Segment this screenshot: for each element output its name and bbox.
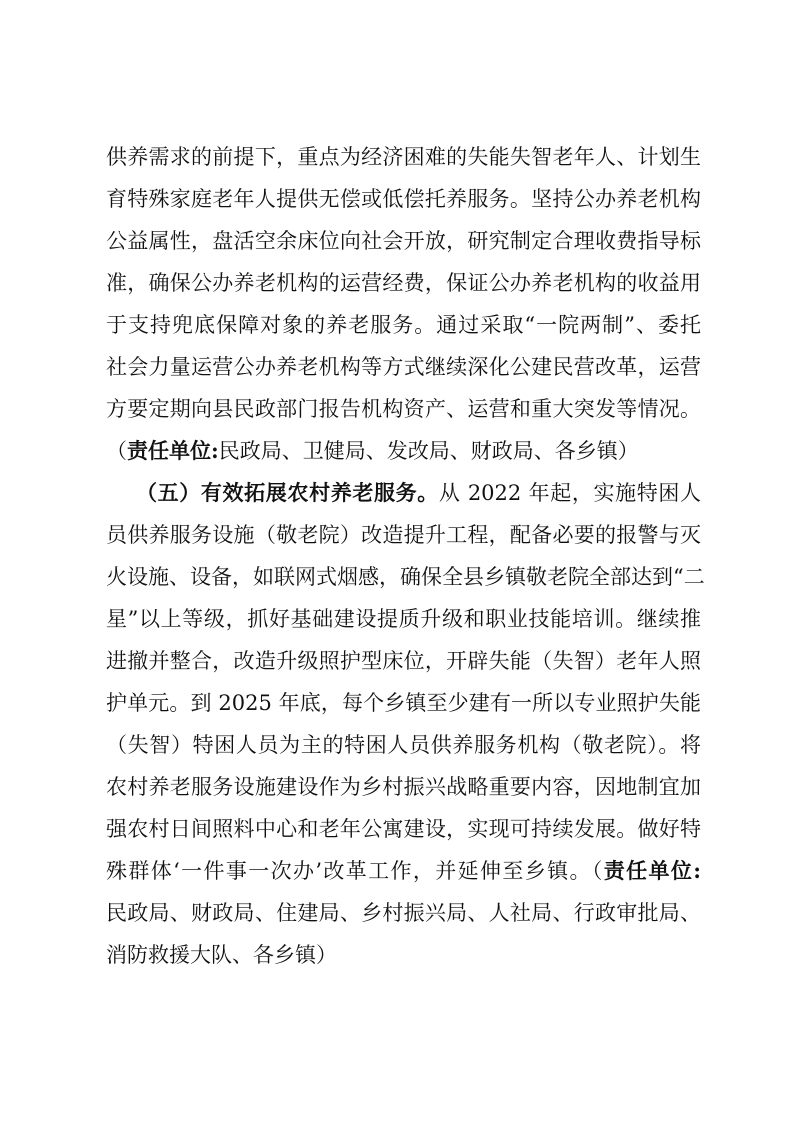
text-body: 护单元。到 2025 年底，每个乡镇至少建有一所以专业照护失能 [106, 691, 701, 715]
text-line [106, 388, 701, 430]
text-line [106, 934, 701, 976]
text-line [106, 220, 701, 262]
text-prefix: （ [106, 439, 127, 463]
text-body: 消防救援大队、各乡镇） [106, 943, 337, 967]
text-line [106, 892, 701, 934]
text-body: 员供养服务设施（敬老院）改造提升工程，配备必要的报警与灭 [106, 523, 701, 547]
text-body: 社会力量运营公办养老机构等方式继续深化公建民营改革，运营 [106, 355, 701, 379]
text-line [106, 430, 701, 472]
text-body: 强农村日间照料中心和老年公寓建设，实现可持续发展。做好特 [106, 817, 701, 841]
text-line [106, 346, 701, 388]
text-line [106, 136, 701, 178]
text-line [106, 724, 701, 766]
text-line [106, 682, 701, 724]
text-body: 进撤并整合，改造升级照护型床位，开辟失能（失智）老年人照 [106, 649, 701, 673]
text-line [106, 262, 701, 304]
text-body: 殊群体‘一件事一次办’改革工作，并延伸至乡镇。（ [106, 859, 604, 883]
bold-heading: （五）有效拓展农村养老服务。 [136, 480, 439, 505]
text-body: 方要定期向县民政部门报告机构资产、运营和重大突发等情况。 [106, 397, 701, 421]
text-body: 农村养老服务设施建设作为乡村振兴战略重要内容，因地制宜加 [106, 775, 701, 799]
text-line [106, 556, 705, 598]
bold-heading: 责任单位: [127, 438, 219, 463]
text-line [106, 178, 701, 220]
text-body: 供养需求的前提下，重点为经济困难的失能失智老年人、计划生 [106, 145, 701, 169]
text-body: （失智）特困人员为主的特困人员供养服务机构（敬老院）。将 [106, 733, 701, 757]
text-body: 火设施、设备，如联网式烟感，确保全县乡镇敬老院全部达到“二 [106, 565, 705, 589]
text-line [106, 850, 701, 892]
text-body: 准，确保公办养老机构的运营经费，保证公办养老机构的收益用 [106, 271, 701, 295]
text-line [106, 514, 701, 556]
text-line [106, 304, 701, 346]
text-body: 从 2022 年起，实施特困人 [438, 481, 702, 505]
text-body: 民政局、卫健局、发改局、财政局、各乡镇） [218, 439, 639, 463]
bold-label: 责任单位: [603, 858, 701, 883]
text-line [106, 766, 701, 808]
text-line [106, 640, 701, 682]
text-body: 星”以上等级，抓好基础建设提质升级和职业技能培训。继续推 [106, 607, 701, 631]
text-body: 于支持兜底保障对象的养老服务。通过采取“一院两制”、委托 [106, 313, 701, 337]
text-line [106, 808, 701, 850]
text-line [106, 598, 701, 640]
text-body: 公益属性，盘活空余床位向社会开放，研究制定合理收费指导标 [106, 229, 701, 253]
text-body: 民政局、财政局、住建局、乡村振兴局、人社局、行政审批局、 [106, 901, 701, 925]
text-body: 育特殊家庭老年人提供无偿或低偿托养服务。坚持公办养老机构 [106, 187, 701, 211]
text-line [136, 472, 701, 514]
